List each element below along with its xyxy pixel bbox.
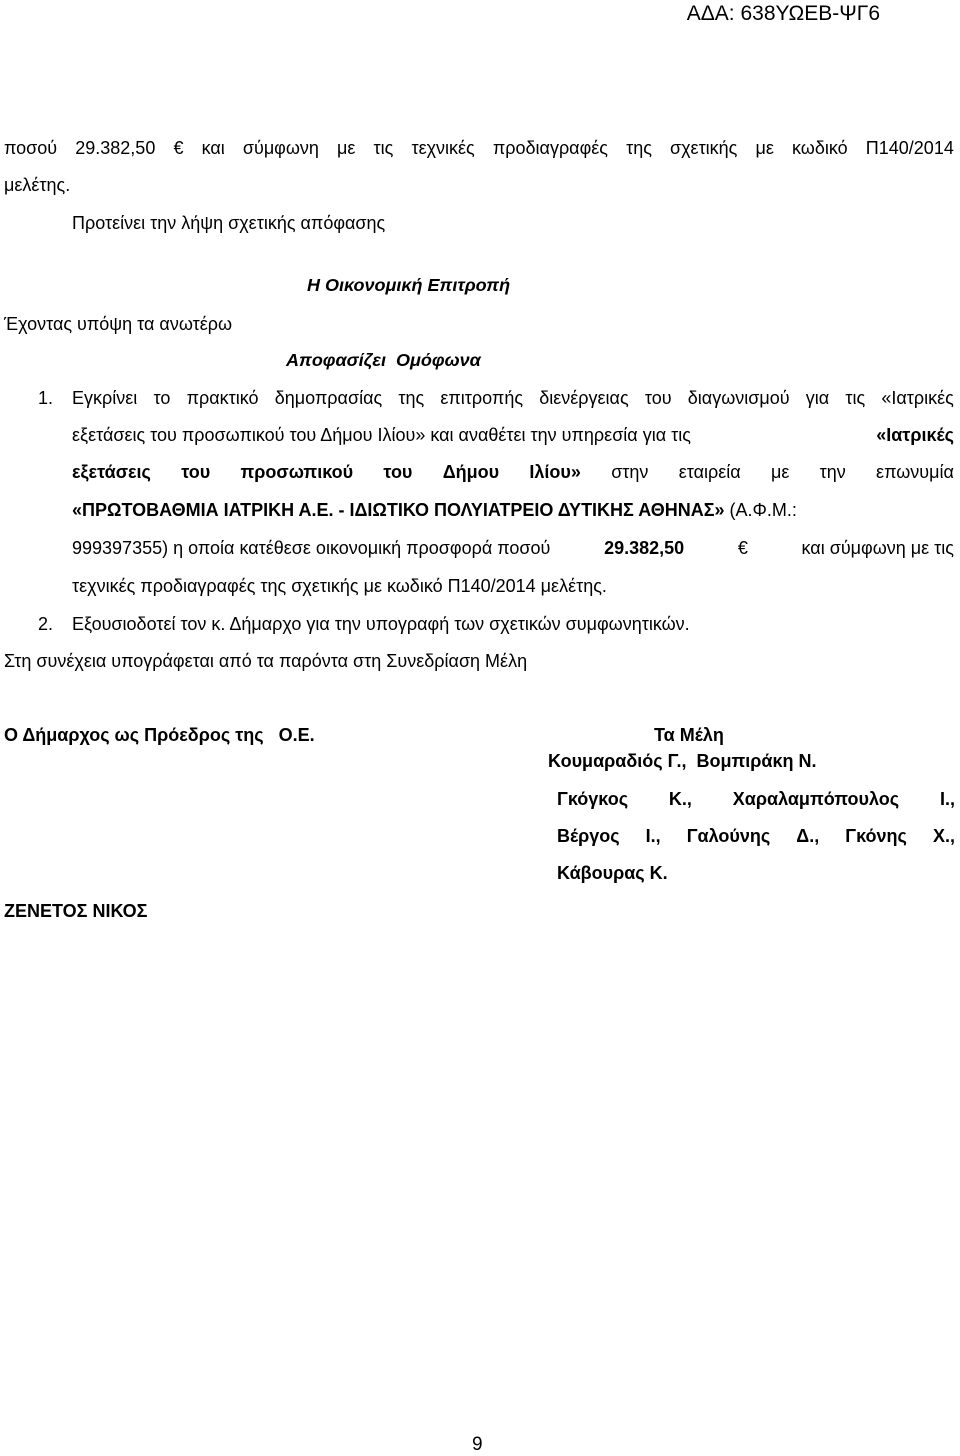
- word: Δήμου: [442, 462, 500, 482]
- item-number: 2.: [38, 614, 54, 634]
- item-1-line-4: [72, 499, 797, 521]
- member-initial: Δ.,: [796, 826, 820, 846]
- word: «Ιατρικές: [881, 388, 954, 408]
- word: δημοπρασίας: [274, 388, 383, 408]
- members-line-2: [557, 788, 955, 810]
- euro-symbol: €: [737, 538, 748, 558]
- word: 29.382,50: [75, 138, 156, 158]
- word: το: [153, 388, 171, 408]
- plain-text: (Α.Φ.Μ.:: [729, 500, 797, 520]
- member-surname: Γκόνης: [845, 826, 907, 846]
- mayor-name: ΖΕΝΕΤΟΣ ΝΙΚΟΣ: [4, 901, 148, 921]
- item-1-line-1: [72, 387, 954, 409]
- members-line-3: [557, 825, 955, 847]
- item-number: 1.: [38, 388, 54, 408]
- word: για: [805, 388, 830, 408]
- member-surname: Χαραλαμπόπουλος: [732, 789, 900, 809]
- member-initial: Ι.,: [645, 826, 661, 846]
- word: πρακτικό: [186, 388, 259, 408]
- word: του: [181, 462, 211, 482]
- euro-symbol: €: [173, 138, 184, 158]
- plain-text: 999397355) η οποία κατέθεσε οικονομική προσφορά ποσού: [72, 538, 551, 558]
- word: με: [755, 138, 774, 158]
- word: επιτροπής: [440, 388, 524, 408]
- word: με: [337, 138, 356, 158]
- word: στην: [611, 462, 649, 482]
- members-line-1: Κουμαραδιός Γ., Βομπιράκη Ν.: [548, 751, 817, 771]
- mayor-title: Ο Δήμαρχος ως Πρόεδρος της Ο.Ε.: [4, 725, 315, 745]
- item-2-text: Εξουσιοδοτεί τον κ. Δήμαρχο για την υπογραφή των σχετικών συμφωνητικών.: [72, 614, 690, 634]
- bold-text: «Ιατρικές: [876, 425, 954, 445]
- item-1-line-3: [72, 461, 954, 483]
- intro-line-1: [4, 137, 954, 159]
- member-surname: Γαλούνης: [686, 826, 771, 846]
- word: της: [398, 388, 425, 408]
- word: τις: [373, 138, 394, 158]
- intro-line-2: μελέτης.: [4, 175, 71, 195]
- word: τις: [845, 388, 866, 408]
- word: σχετικής: [669, 138, 738, 158]
- item-1-line-6: τεχνικές προδιαγραφές της σχετικής με κωδικό Π140/2014 μελέτης.: [72, 576, 607, 596]
- word: εξετάσεις: [72, 462, 151, 482]
- proposal-text: Προτείνει την λήψη σχετικής απόφασης: [72, 213, 386, 233]
- member-initial: Ι.,: [939, 789, 955, 809]
- members-line-4: Κάβουρας Κ.: [557, 863, 668, 883]
- word: Π140/2014: [865, 138, 954, 158]
- member-surname: Βέργος: [557, 826, 620, 846]
- member-initial: Κ.,: [668, 789, 692, 809]
- word: Ιλίου»: [529, 462, 581, 482]
- word: διενέργειας: [539, 388, 629, 408]
- signing-note: Στη συνέχεια υπογράφεται από τα παρόντα στη Συνεδρίαση Μέλη: [4, 651, 528, 671]
- considering-text: Έχοντας υπόψη τα ανωτέρω: [4, 314, 233, 334]
- word: την: [819, 462, 846, 482]
- word: προσωπικού: [240, 462, 354, 482]
- member-surname: Γκόγκος: [557, 789, 629, 809]
- plain-text: εξετάσεις του προσωπικού του Δήμου Ιλίου» και αναθέτει την υπηρεσία για τις: [72, 425, 691, 445]
- word: και: [201, 138, 225, 158]
- word: διαγωνισμού: [687, 388, 790, 408]
- member-initial: Χ.,: [932, 826, 955, 846]
- amount-value: 29.382,50: [604, 538, 685, 558]
- item-1-line-5: [72, 537, 954, 559]
- word: της: [626, 138, 652, 158]
- company-name: «ΠΡΩΤΟΒΑΘΜΙΑ ΙΑΤΡΙΚΗ Α.Ε. - ΙΔΙΩΤΙΚΟ ΠΟΛΥΙΑΤΡΕΙΟ ΔΥΤΙΚΗΣ ΑΘΗΝΑΣ»: [72, 500, 725, 520]
- word: Εγκρίνει: [72, 388, 138, 408]
- word: του: [644, 388, 672, 408]
- word: προδιαγραφές: [492, 138, 608, 158]
- word: με: [770, 462, 790, 482]
- item-1-line-2: [72, 424, 954, 446]
- members-title: Τα Μέλη: [654, 725, 724, 745]
- word: σύμφωνη: [242, 138, 319, 158]
- word: κωδικό: [792, 138, 848, 158]
- page-number: 9: [472, 1434, 483, 1455]
- word: τεχνικές: [411, 138, 475, 158]
- committee-heading: Η Οικονομική Επιτροπή: [307, 275, 511, 295]
- ada-code: ΑΔΑ: 638ΥΩΕΒ-ΨΓ6: [686, 2, 880, 25]
- plain-text: και σύμφωνη με τις: [801, 538, 954, 558]
- word: επωνυμία: [876, 462, 954, 482]
- decides-heading: Αποφασίζει Ομόφωνα: [286, 350, 481, 370]
- word: του: [383, 462, 413, 482]
- word: ποσού: [4, 138, 58, 158]
- word: εταιρεία: [678, 462, 741, 482]
